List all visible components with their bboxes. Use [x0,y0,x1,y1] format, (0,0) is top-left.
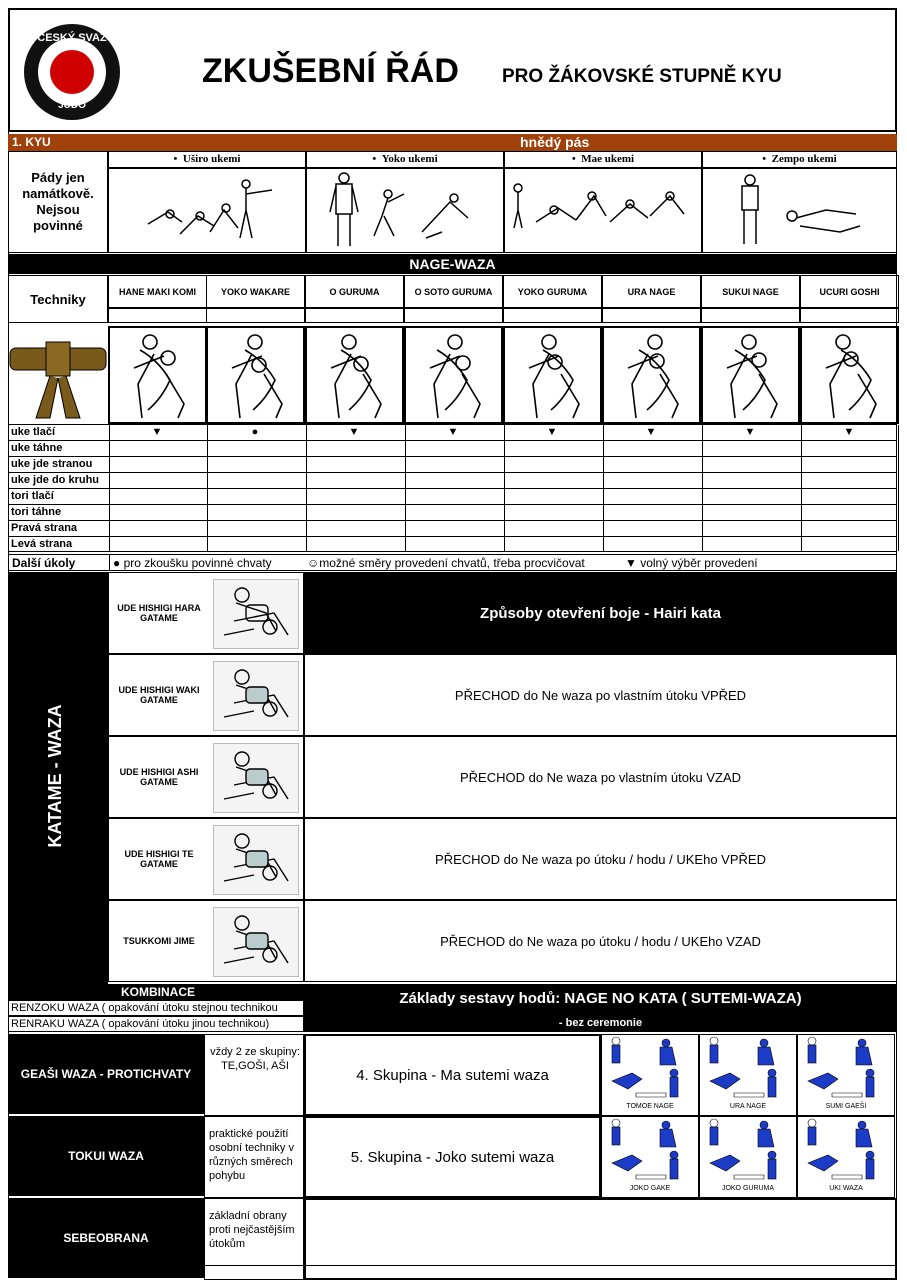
throw-figure [307,328,402,422]
legend-free: ▼ volný výběr provedení [625,556,758,570]
bottom-group: 4. Skupina - Ma sutemi waza [356,1066,549,1084]
bottom-group [306,1200,895,1278]
legend-row [8,554,897,571]
logo-text-top: ČESKÝ SVAZ [37,32,107,44]
katame-desc-cell [304,572,897,654]
technique-name: O SOTO GURUMA [414,286,493,297]
throw-image-cell [404,326,503,424]
kata-throw-cell [699,1116,797,1198]
direction-grid-frame [8,424,897,552]
katame-desc-cell [304,900,897,982]
direction-mark: ▼ [348,426,360,438]
page-title: ZKUŠEBNÍ ŘÁD [202,52,459,90]
direction-row-label: Pravá strana [11,522,78,534]
katame-figure [213,907,299,977]
legend-label: Další úkoly [12,556,76,570]
technique-name: HANE MAKI KOMI [119,286,196,297]
ukemi-title-2: • Yoko ukemi [372,153,438,165]
kata-throw-name: SUMI GAEŠI [825,1103,867,1110]
kata-throw-name: URA NAGE [729,1103,767,1110]
technique-blank-cell [800,308,899,323]
technique-blank-cell [108,308,207,323]
katame-desc-cell [304,654,897,736]
katame-figure [213,825,299,895]
kata-throw-cell [601,1034,699,1116]
bottom-group-cell [304,1198,897,1280]
katame-desc: PŘECHOD do Ne waza po útoku / hodu / UKEho VPŘED [435,851,766,867]
page-subtitle: PRO ŽÁKOVSKÉ STUPNĚ KYU [502,66,782,87]
ukemi-figure-4 [736,174,866,246]
technique-name: UCURI GOSHI [819,286,880,297]
technique-cell [602,275,701,308]
throw-figure [505,328,600,422]
techniques-label: Techniky [30,291,86,307]
legend-mandatory: ● pro zkoušku povinné chvaty [113,556,272,570]
kata-throw-cell [797,1116,895,1198]
katame-figure [213,661,299,731]
katame-technique-cell [108,654,304,736]
direction-row-label: uke jde stranou [11,458,93,470]
katame-technique-cell [108,900,304,982]
bottom-label-cell [8,1034,204,1114]
direction-row-label: uke jde do kruhu [11,474,100,486]
throw-image-cell [602,326,701,424]
technique-blank-cell [602,308,701,323]
technique-cell [503,275,602,308]
katame-technique-cell [108,736,304,818]
ukemi-label: Pády jen namátkově. Nejsou povinné [22,170,94,233]
nage-no-kata-title: Základy sestavy hodů: NAGE NO KATA ( SUTEMI-WAZA) [399,989,802,1007]
throw-figure [703,328,798,422]
katame-technique-cell [108,818,304,900]
technique-blank-cell [206,308,305,323]
katame-figure [213,743,299,813]
technique-blank-cell [404,308,503,323]
ukemi-title-3: • Mae ukemi [571,153,635,165]
bottom-label: GEAŠI WAZA - PROTICHVATY [20,1067,192,1081]
kombinace-title: KOMBINACE [121,985,195,999]
katame-desc-cell [304,736,897,818]
kata-throw-figure [798,1117,894,1183]
katame-technique-name: UDE HISHIGI HARA GATAME [117,603,201,623]
kata-throw-name: JOKO GAKE [629,1185,671,1192]
kata-throw-figure [700,1117,796,1183]
kyu-belt: hnědý pás [520,134,590,150]
kyu-grade: 1. KYU [12,135,51,149]
technique-name: YOKO WAKARE [220,286,290,297]
throw-figure [208,328,303,422]
bottom-group-cell [304,1116,601,1198]
katame-technique-name: UDE HISHIGI TE GATAME [124,849,194,869]
belt-image [8,326,108,424]
nage-waza-title: NAGE-WAZA [409,256,496,272]
technique-blank-cell [305,308,404,323]
katame-technique-cell [108,572,304,654]
header [8,8,897,132]
technique-cell [800,275,899,308]
throw-figure [406,328,501,422]
bottom-label: TOKUI WAZA [68,1149,144,1163]
throw-image-cell [206,326,305,424]
katame-technique-name: UDE HISHIGI WAKI GATAME [118,685,200,705]
nage-no-kata-note: - bez ceremonie [558,1017,643,1029]
technique-name: URA NAGE [627,286,676,297]
renraku-text: RENRAKU WAZA ( opakování útoku jinou technikou) [11,1018,270,1030]
ukemi-figure-1 [140,174,280,246]
ukemi-name-4: Zempo ukemi [771,153,837,165]
bottom-label-cell [8,1198,204,1278]
bottom-note: praktické použití osobní techniky v různých směrech pohybu [209,1128,294,1182]
direction-mark: ▼ [546,426,558,438]
ukemi-name-1: Uširo ukemi [182,153,241,165]
kata-throw-name: UKI WAZA [829,1185,863,1192]
direction-mark: ▼ [843,426,855,438]
technique-name: O GURUMA [329,286,380,297]
logo [20,22,124,122]
kyu-bar [8,134,897,151]
direction-mark: ▼ [744,426,756,438]
ukemi-name-3: Mae ukemi [581,153,635,165]
direction-row-label: tori táhne [11,506,62,518]
ukemi-title-4: • Zempo ukemi [762,153,837,165]
kata-throw-cell [699,1034,797,1116]
throw-image-cell [108,326,207,424]
ukemi-figure-3 [510,182,696,232]
technique-name: YOKO GURUMA [517,286,588,297]
direction-row-label: uke tlačí [11,426,56,438]
throw-image-cell [305,326,404,424]
throw-image-cell [503,326,602,424]
throw-image-cell [701,326,800,424]
renzoku-text: RENZOKU WAZA ( opakování útoku stejnou technikou [11,1002,278,1014]
legend-possible: ☺možné směry provedení chvatů, třeba procvičovat [307,556,585,570]
bottom-note: vždy 2 ze skupiny: TE,GOŠI, AŠI [210,1046,300,1072]
technique-blank-cell [701,308,800,323]
katame-desc: PŘECHOD do Ne waza po vlastním útoku VZAD [459,769,742,785]
ukemi-figure-2 [326,172,486,248]
technique-cell [305,275,404,308]
kata-throw-name: JOKO GURUMA [721,1185,775,1192]
katame-desc: Způsoby otevření boje - Hairi kata [480,604,721,622]
renzoku-row [8,1000,304,1016]
kata-throw-figure [798,1035,894,1101]
direction-mark: ● [251,426,259,438]
throw-figure [802,328,897,422]
katame-figure [213,579,299,649]
direction-mark: ▼ [645,426,657,438]
kata-throw-figure [700,1035,796,1101]
logo-text-bottom: JUDO [58,100,86,111]
renraku-row [8,1016,304,1032]
throw-image-cell [800,326,899,424]
kata-throw-cell [797,1034,895,1116]
katame-technique-name: UDE HISHIGI ASHI GATAME [119,767,199,787]
katame-desc-cell [304,818,897,900]
technique-cell [404,275,503,308]
ukemi-title-1: • Uširo ukemi [173,153,241,165]
bottom-group-cell [304,1034,601,1116]
katame-title: KATAME - WAZA [45,704,65,848]
bottom-label-cell [8,1116,204,1196]
technique-cell [206,275,305,308]
katame-desc: PŘECHOD do Ne waza po útoku / hodu / UKEho VZAD [440,933,761,949]
bottom-note-cell [204,1198,304,1280]
technique-name: SUKUI NAGE [722,286,779,297]
katame-desc: PŘECHOD do Ne waza po vlastním útoku VPŘED [454,687,747,703]
kata-throw-cell [601,1116,699,1198]
throw-figure [604,328,699,422]
direction-row-label: uke táhne [11,442,63,454]
bottom-group: 5. Skupina - Joko sutemi waza [350,1148,555,1166]
direction-row-label: tori tlačí [11,490,54,502]
kata-throw-figure [602,1117,698,1183]
technique-cell [108,275,207,308]
kata-throw-figure [602,1035,698,1101]
direction-mark: ▼ [151,426,163,438]
bottom-note: základní obrany proti nejčastějším útokům [209,1210,295,1250]
bottom-note-cell [204,1034,304,1116]
kata-throw-name: TOMOE NAGE [626,1103,674,1110]
throw-figure [110,328,205,422]
direction-mark: ▼ [447,426,459,438]
technique-cell [701,275,800,308]
technique-blank-cell [503,308,602,323]
bottom-label: SEBEOBRANA [63,1231,149,1245]
direction-row-label: Levá strana [11,538,73,550]
bottom-note-cell [204,1116,304,1198]
katame-technique-name: TSUKKOMI JIME [123,936,195,946]
ukemi-name-2: Yoko ukemi [381,153,438,165]
